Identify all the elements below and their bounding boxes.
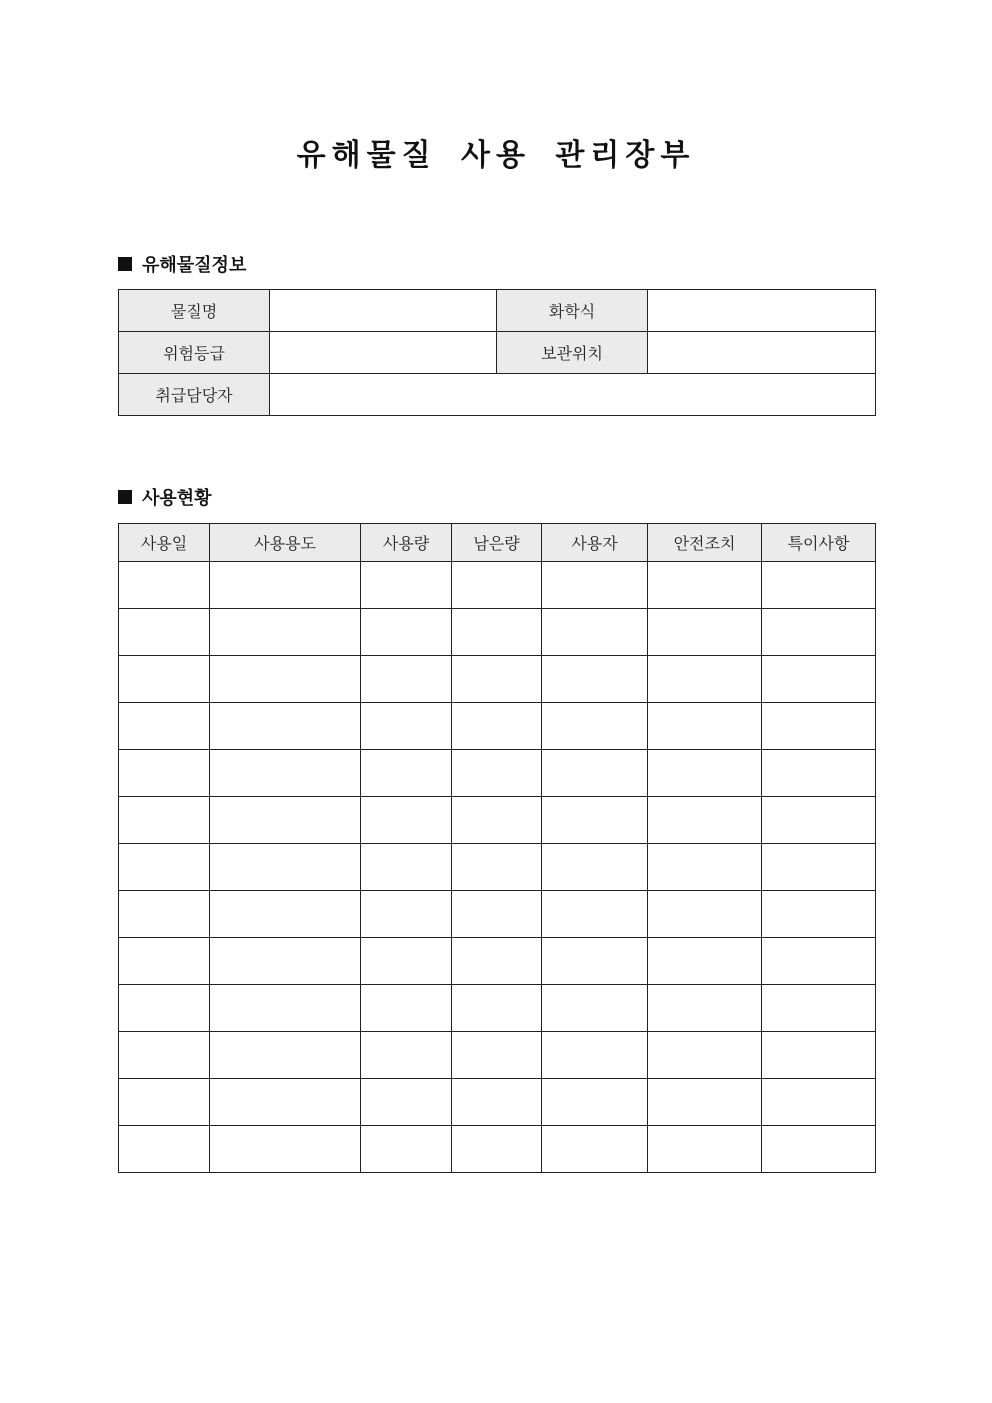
substance-name-field[interactable] (270, 290, 497, 332)
usage-purpose-cell[interactable] (210, 562, 361, 609)
remaining-amount-cell[interactable] (452, 750, 542, 797)
usage-amount-cell[interactable] (361, 1079, 452, 1126)
table-row (119, 1079, 876, 1126)
remaining-amount-cell[interactable] (452, 797, 542, 844)
usage-table-body (119, 562, 876, 1173)
remarks-cell[interactable] (762, 562, 876, 609)
section-heading-label: 사용현황 (142, 488, 212, 509)
usage-amount-cell[interactable] (361, 750, 452, 797)
user-cell[interactable] (542, 609, 648, 656)
usage-date-cell[interactable] (119, 985, 210, 1032)
remaining-amount-cell[interactable] (452, 891, 542, 938)
safety-measures-cell[interactable] (648, 609, 762, 656)
table-row (119, 844, 876, 891)
table-row (119, 750, 876, 797)
page-title: 유해물질 사용 관리장부 (296, 138, 696, 173)
user-cell[interactable] (542, 1126, 648, 1173)
user-cell[interactable] (542, 844, 648, 891)
usage-status-table (118, 523, 876, 1173)
user-cell[interactable] (542, 1032, 648, 1079)
table-row (119, 332, 876, 374)
usage-amount-cell[interactable] (361, 1126, 452, 1173)
usage-purpose-cell[interactable] (210, 891, 361, 938)
remarks-cell[interactable] (762, 609, 876, 656)
usage-amount-cell[interactable] (361, 797, 452, 844)
safety-measures-cell[interactable] (648, 844, 762, 891)
usage-date-cell[interactable] (119, 891, 210, 938)
usage-purpose-cell[interactable] (210, 703, 361, 750)
usage-date-cell[interactable] (119, 609, 210, 656)
user-cell[interactable] (542, 938, 648, 985)
column-header-remaining-amount: 남은량 (452, 524, 542, 562)
user-cell[interactable] (542, 562, 648, 609)
chemical-formula-label: 화학식 (497, 290, 648, 332)
user-cell[interactable] (542, 656, 648, 703)
section-heading-label: 유해물질정보 (142, 255, 247, 276)
usage-purpose-cell[interactable] (210, 938, 361, 985)
usage-date-cell[interactable] (119, 1032, 210, 1079)
safety-measures-cell[interactable] (648, 938, 762, 985)
usage-date-cell[interactable] (119, 656, 210, 703)
remarks-cell[interactable] (762, 656, 876, 703)
safety-measures-cell[interactable] (648, 1079, 762, 1126)
section-heading-substance-info (118, 251, 246, 277)
usage-amount-cell[interactable] (361, 703, 452, 750)
storage-location-field[interactable] (648, 332, 876, 374)
user-cell[interactable] (542, 797, 648, 844)
remaining-amount-cell[interactable] (452, 1126, 542, 1173)
usage-date-cell[interactable] (119, 1079, 210, 1126)
usage-amount-cell[interactable] (361, 844, 452, 891)
column-header-usage-purpose: 사용용도 (210, 524, 361, 562)
usage-date-cell[interactable] (119, 844, 210, 891)
usage-amount-cell[interactable] (361, 891, 452, 938)
chemical-formula-field[interactable] (648, 290, 876, 332)
square-bullet-icon (118, 257, 132, 271)
table-row (119, 985, 876, 1032)
safety-measures-cell[interactable] (648, 1032, 762, 1079)
usage-amount-cell[interactable] (361, 562, 452, 609)
table-row (119, 562, 876, 609)
square-bullet-icon (118, 490, 132, 504)
remarks-cell[interactable] (762, 891, 876, 938)
safety-measures-cell[interactable] (648, 797, 762, 844)
usage-amount-cell[interactable] (361, 656, 452, 703)
usage-date-cell[interactable] (119, 938, 210, 985)
usage-amount-cell[interactable] (361, 609, 452, 656)
safety-measures-cell[interactable] (648, 703, 762, 750)
remarks-cell[interactable] (762, 1032, 876, 1079)
usage-date-cell[interactable] (119, 797, 210, 844)
column-header-usage-amount: 사용량 (361, 524, 452, 562)
table-row (119, 609, 876, 656)
table-row (119, 374, 876, 416)
table-row (119, 1032, 876, 1079)
remarks-cell[interactable] (762, 938, 876, 985)
table-row (119, 703, 876, 750)
remarks-cell[interactable] (762, 703, 876, 750)
remaining-amount-cell[interactable] (452, 1032, 542, 1079)
usage-date-cell[interactable] (119, 750, 210, 797)
remaining-amount-cell[interactable] (452, 562, 542, 609)
column-header-usage-date: 사용일 (119, 524, 210, 562)
remarks-cell[interactable] (762, 797, 876, 844)
table-row (119, 1126, 876, 1173)
usage-date-cell[interactable] (119, 1126, 210, 1173)
table-row (119, 656, 876, 703)
usage-purpose-cell[interactable] (210, 1126, 361, 1173)
substance-name-label: 물질명 (119, 290, 270, 332)
remaining-amount-cell[interactable] (452, 703, 542, 750)
usage-purpose-cell[interactable] (210, 750, 361, 797)
usage-date-cell[interactable] (119, 703, 210, 750)
remarks-cell[interactable] (762, 985, 876, 1032)
usage-purpose-cell[interactable] (210, 1032, 361, 1079)
usage-amount-cell[interactable] (361, 985, 452, 1032)
safety-measures-cell[interactable] (648, 1126, 762, 1173)
remaining-amount-cell[interactable] (452, 985, 542, 1032)
remarks-cell[interactable] (762, 1079, 876, 1126)
column-header-remarks: 특이사항 (762, 524, 876, 562)
column-header-safety-measures: 안전조치 (648, 524, 762, 562)
user-cell[interactable] (542, 750, 648, 797)
substance-info-table (118, 289, 876, 416)
table-header-row (119, 524, 876, 562)
storage-location-label: 보관위치 (497, 332, 648, 374)
usage-purpose-cell[interactable] (210, 609, 361, 656)
user-cell[interactable] (542, 891, 648, 938)
safety-measures-cell[interactable] (648, 656, 762, 703)
safety-measures-cell[interactable] (648, 750, 762, 797)
remaining-amount-cell[interactable] (452, 656, 542, 703)
usage-date-cell[interactable] (119, 562, 210, 609)
user-cell[interactable] (542, 1079, 648, 1126)
usage-purpose-cell[interactable] (210, 844, 361, 891)
remarks-cell[interactable] (762, 1126, 876, 1173)
handler-label: 취급담당자 (119, 374, 270, 416)
column-header-user: 사용자 (542, 524, 648, 562)
hazard-grade-field[interactable] (270, 332, 497, 374)
usage-purpose-cell[interactable] (210, 656, 361, 703)
usage-amount-cell[interactable] (361, 1032, 452, 1079)
user-cell[interactable] (542, 985, 648, 1032)
table-row (119, 891, 876, 938)
usage-purpose-cell[interactable] (210, 985, 361, 1032)
remarks-cell[interactable] (762, 844, 876, 891)
section-heading-usage-status (118, 484, 212, 510)
remaining-amount-cell[interactable] (452, 1079, 542, 1126)
remaining-amount-cell[interactable] (452, 844, 542, 891)
safety-measures-cell[interactable] (648, 562, 762, 609)
table-row (119, 938, 876, 985)
safety-measures-cell[interactable] (648, 891, 762, 938)
usage-purpose-cell[interactable] (210, 1079, 361, 1126)
safety-measures-cell[interactable] (648, 985, 762, 1032)
remaining-amount-cell[interactable] (452, 609, 542, 656)
hazard-grade-label: 위험등급 (119, 332, 270, 374)
remaining-amount-cell[interactable] (452, 938, 542, 985)
handler-field[interactable] (270, 374, 876, 416)
user-cell[interactable] (542, 703, 648, 750)
table-row (119, 797, 876, 844)
usage-purpose-cell[interactable] (210, 797, 361, 844)
remarks-cell[interactable] (762, 750, 876, 797)
table-row (119, 290, 876, 332)
usage-amount-cell[interactable] (361, 938, 452, 985)
